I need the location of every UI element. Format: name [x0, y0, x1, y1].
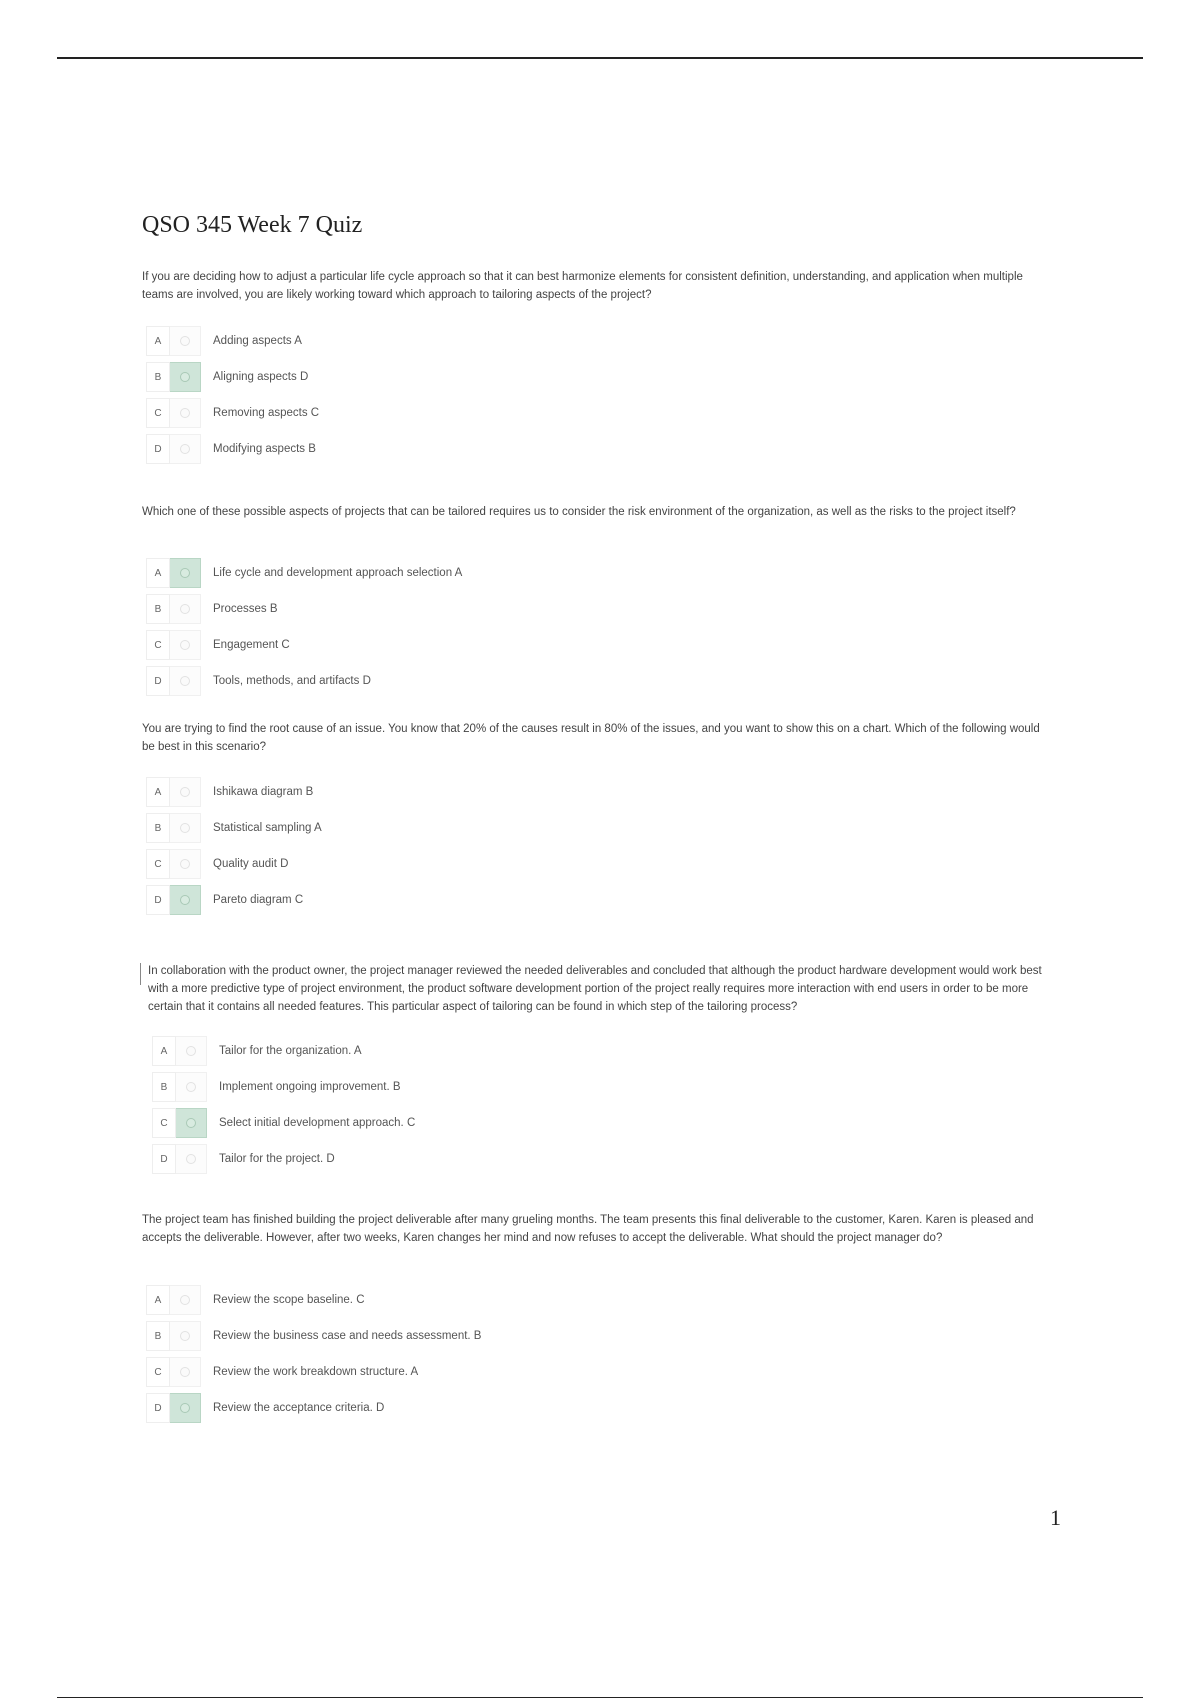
option-letter: B	[146, 362, 170, 392]
question-3-text: You are trying to find the root cause of an issue. You know that 20% of the causes result in 80% of the issues, and you want to show this on a chart. Which of the following would be best in this scenario?	[142, 723, 1040, 753]
option-b[interactable]	[146, 361, 319, 393]
option-letter: D	[146, 1393, 170, 1423]
radio-button-selected[interactable]	[176, 1108, 207, 1138]
radio-button[interactable]	[176, 1036, 207, 1066]
option-c[interactable]	[152, 1107, 415, 1139]
option-label: Tools, methods, and artifacts D	[213, 675, 371, 687]
option-label: Review the work breakdown structure. A	[213, 1366, 419, 1378]
option-b[interactable]	[152, 1071, 415, 1103]
option-letter: B	[146, 1321, 170, 1351]
option-b[interactable]	[146, 593, 462, 625]
radio-dot-icon	[180, 859, 190, 869]
option-label: Engagement C	[213, 639, 290, 651]
radio-dot-icon	[180, 568, 190, 578]
option-label: Life cycle and development approach selection A	[213, 567, 463, 579]
question-2-text: Which one of these possible aspects of projects that can be tailored requires us to consider the risk environment of the organization, as well as the risks to the project itself?	[142, 506, 1016, 518]
question-3-options	[146, 776, 322, 920]
option-d[interactable]	[146, 884, 322, 916]
radio-dot-icon	[186, 1082, 196, 1092]
radio-dot-icon	[186, 1154, 196, 1164]
radio-dot-icon	[180, 676, 190, 686]
radio-dot-icon	[180, 604, 190, 614]
option-letter: A	[146, 558, 170, 588]
radio-dot-icon	[180, 895, 190, 905]
question-2-options	[146, 557, 462, 701]
question-1-text: If you are deciding how to adjust a particular life cycle approach so that it can best harmonize elements for consistent definition, understanding, and application when multiple teams are involved, you are likely working toward which approach to tailoring aspects of the project?	[142, 271, 1023, 301]
radio-dot-icon	[180, 408, 190, 418]
option-letter: B	[152, 1072, 176, 1102]
option-letter: C	[146, 398, 170, 428]
option-b[interactable]	[146, 812, 322, 844]
question-4-options	[152, 1035, 415, 1179]
option-letter: A	[146, 326, 170, 356]
page-number: 1	[1050, 1505, 1061, 1530]
option-c[interactable]	[146, 1356, 481, 1388]
radio-dot-icon	[180, 1403, 190, 1413]
option-label: Statistical sampling A	[213, 822, 322, 834]
top-rule	[57, 57, 1143, 59]
option-label: Adding aspects A	[213, 335, 302, 347]
option-label: Removing aspects C	[213, 407, 320, 419]
question-1-options	[146, 325, 319, 469]
option-letter: C	[152, 1108, 176, 1138]
option-label: Tailor for the organization. A	[219, 1045, 362, 1057]
radio-button-selected[interactable]	[170, 558, 201, 588]
radio-button[interactable]	[170, 777, 201, 807]
radio-dot-icon	[180, 336, 190, 346]
radio-button[interactable]	[170, 630, 201, 660]
question-4-text: In collaboration with the product owner, the project manager reviewed the needed deliverables and concluded that although the product hardware development would work best with a more predictive type of project environment, the product software development portion of the project really requires more interaction with end users in order to be more certain that it contains all needed features. This particular aspect of tailoring can be found in which step of the tailoring process?	[148, 965, 1042, 1013]
option-letter: D	[146, 666, 170, 696]
option-letter: D	[152, 1144, 176, 1174]
option-a[interactable]	[152, 1035, 415, 1067]
bottom-rule	[57, 1697, 1143, 1698]
radio-button[interactable]	[170, 594, 201, 624]
option-label: Modifying aspects B	[213, 443, 316, 455]
option-label: Select initial development approach. C	[219, 1117, 416, 1129]
radio-dot-icon	[180, 787, 190, 797]
option-a[interactable]	[146, 325, 319, 357]
radio-button[interactable]	[170, 1285, 201, 1315]
option-label: Tailor for the project. D	[219, 1153, 335, 1165]
option-letter: A	[146, 1285, 170, 1315]
radio-dot-icon	[186, 1046, 196, 1056]
option-label: Processes B	[213, 603, 278, 615]
option-a[interactable]	[146, 1284, 481, 1316]
option-letter: D	[146, 885, 170, 915]
option-c[interactable]	[146, 848, 322, 880]
option-letter: B	[146, 813, 170, 843]
radio-dot-icon	[180, 1295, 190, 1305]
radio-button[interactable]	[170, 849, 201, 879]
option-c[interactable]	[146, 397, 319, 429]
radio-dot-icon	[186, 1118, 196, 1128]
option-d[interactable]	[146, 1392, 481, 1424]
option-letter: B	[146, 594, 170, 624]
page-title: QSO 345 Week 7 Quiz	[142, 212, 363, 238]
question-5-options	[146, 1284, 481, 1428]
radio-button-selected[interactable]	[170, 362, 201, 392]
option-d[interactable]	[146, 665, 462, 697]
option-label: Review the acceptance criteria. D	[213, 1402, 385, 1414]
radio-button[interactable]	[170, 326, 201, 356]
option-d[interactable]	[146, 433, 319, 465]
option-label: Pareto diagram C	[213, 894, 304, 906]
option-a[interactable]	[146, 776, 322, 808]
radio-button[interactable]	[170, 1357, 201, 1387]
option-b[interactable]	[146, 1320, 481, 1352]
option-label: Ishikawa diagram B	[213, 786, 314, 798]
radio-dot-icon	[180, 1331, 190, 1341]
option-label: Review the business case and needs assessment. B	[213, 1330, 482, 1342]
radio-button[interactable]	[176, 1072, 207, 1102]
radio-button-selected[interactable]	[170, 1393, 201, 1423]
question-5-text: The project team has finished building the project deliverable after many grueling months. The team presents this final deliverable to the customer, Karen. Karen is pleased and accepts the deliverable. However, after two weeks, Karen changes her mind and now refuses to accept the deliverable. What should the project manager do?	[142, 1214, 1034, 1244]
radio-button[interactable]	[170, 813, 201, 843]
radio-dot-icon	[180, 444, 190, 454]
radio-dot-icon	[180, 1367, 190, 1377]
text-cursor	[140, 963, 141, 985]
option-label: Quality audit D	[213, 858, 289, 870]
option-d[interactable]	[152, 1143, 415, 1175]
option-letter: C	[146, 630, 170, 660]
radio-dot-icon	[180, 640, 190, 650]
radio-button[interactable]	[170, 434, 201, 464]
radio-button-selected[interactable]	[170, 885, 201, 915]
option-label: Implement ongoing improvement. B	[219, 1081, 401, 1093]
radio-button[interactable]	[170, 398, 201, 428]
radio-button[interactable]	[170, 666, 201, 696]
option-letter: C	[146, 849, 170, 879]
option-label: Review the scope baseline. C	[213, 1294, 365, 1306]
radio-dot-icon	[180, 372, 190, 382]
option-letter: C	[146, 1357, 170, 1387]
radio-button[interactable]	[170, 1321, 201, 1351]
option-c[interactable]	[146, 629, 462, 661]
radio-dot-icon	[180, 823, 190, 833]
option-label: Aligning aspects D	[213, 371, 309, 383]
option-letter: A	[152, 1036, 176, 1066]
radio-button[interactable]	[176, 1144, 207, 1174]
option-letter: A	[146, 777, 170, 807]
option-letter: D	[146, 434, 170, 464]
option-a[interactable]	[146, 557, 462, 589]
